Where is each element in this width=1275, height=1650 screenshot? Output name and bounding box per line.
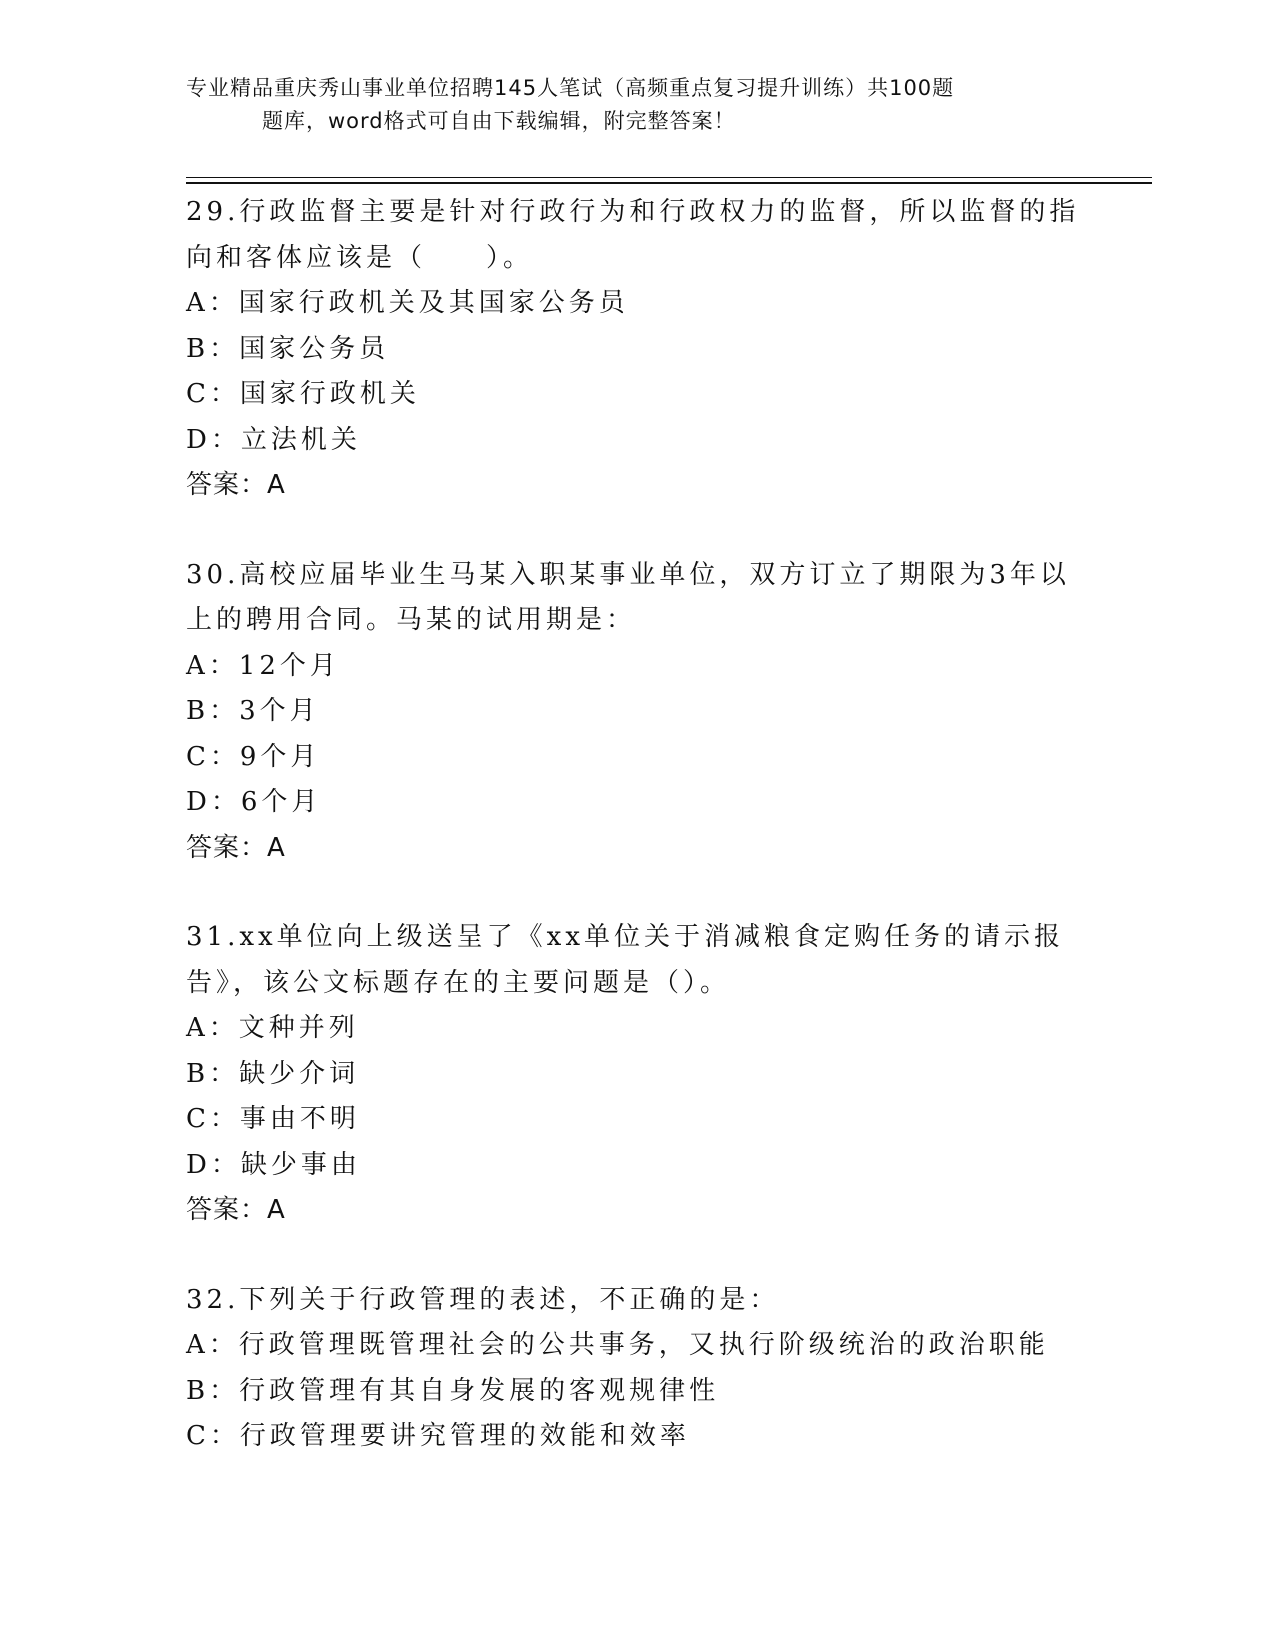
question-30 <box>186 553 1086 872</box>
option-a: A：文种并列 <box>186 1013 359 1043</box>
question-stem: 32.下列关于行政管理的表述，不正确的是： <box>186 1284 780 1315</box>
question-31 <box>186 915 1086 1234</box>
option-b: B：国家公务员 <box>186 333 390 364</box>
option-b: B：缺少介词 <box>186 1058 360 1089</box>
option-c: C：9个月 <box>186 741 321 772</box>
answer: 答案：A <box>186 832 286 863</box>
option-b: B：行政管理有其自身发展的客观规律性 <box>186 1375 720 1406</box>
option-b: B：3个月 <box>186 696 320 726</box>
option-c: C：行政管理要讲究管理的效能和效率 <box>186 1421 690 1451</box>
question-29 <box>186 190 1086 509</box>
answer: 答案：A <box>186 470 286 500</box>
question-stem: 30.高校应届毕业生马某入职某事业单位，双方订立了期限为3年以上的聘用合同。马某的试用期是： <box>186 559 1070 635</box>
option-a: A：国家行政机关及其国家公务员 <box>186 288 629 318</box>
answer: 答案：A <box>186 1195 286 1225</box>
question-list <box>186 190 1086 1504</box>
header-line-1: 专业精品重庆秀山事业单位招聘145人笔试（高频重点复习提升训练）共100题 <box>186 76 955 100</box>
header-line-2: 题库，word格式可自由下载编辑，附完整答案！ <box>262 109 736 133</box>
option-a: A：行政管理既管理社会的公共事务，又执行阶级统治的政治职能 <box>186 1330 1049 1360</box>
question-stem: 31.xx单位向上级送呈了《xx单位关于消减粮食定购任务的请示报告》，该公文标题存在的主要问题是（）。 <box>186 922 1065 998</box>
option-a: A：12个月 <box>186 650 340 681</box>
question-stem: 29.行政监督主要是针对行政行为和行政权力的监督，所以监督的指向和客体应该是（ ）。 <box>186 197 1080 273</box>
option-d: D：缺少事由 <box>186 1149 361 1180</box>
option-d: D：6个月 <box>186 787 322 817</box>
option-d: D：立法机关 <box>186 424 361 455</box>
page-header <box>186 72 1066 138</box>
question-32 <box>186 1278 1086 1460</box>
header-divider-thick <box>186 182 1152 184</box>
option-c: C：国家行政机关 <box>186 379 420 409</box>
header-divider-thin <box>186 177 1152 178</box>
option-c: C：事由不明 <box>186 1104 360 1134</box>
